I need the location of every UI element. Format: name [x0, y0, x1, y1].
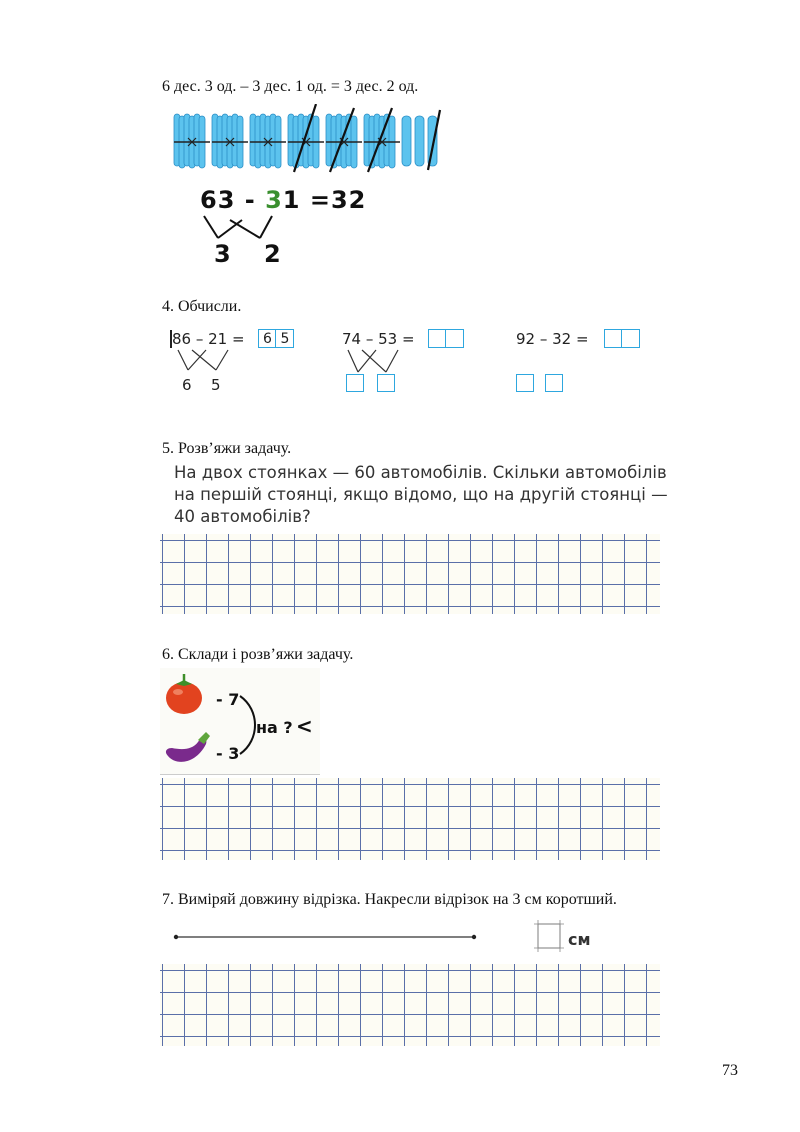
page-number: 73	[722, 1062, 738, 1079]
stick-bundle	[288, 114, 324, 168]
task4-title: 4. Обчисли.	[162, 298, 242, 315]
hand-ones-digit: 2	[264, 240, 282, 268]
stick-bundle	[174, 114, 210, 168]
stick-bundle	[250, 114, 286, 168]
measure-segment	[172, 932, 482, 942]
task5-answer-grid[interactable]	[160, 534, 660, 614]
example1-answer-cells	[258, 329, 293, 348]
single-stick	[402, 116, 411, 166]
example2-part-tens-cell[interactable]	[346, 374, 364, 392]
hand-subtrahend-ones: 1	[282, 186, 301, 214]
header-equation: 6 дес. 3 од. – 3 дес. 1 од. = 3 дес. 2 од.	[162, 78, 419, 95]
hand-subtrahend-tens: 3	[265, 186, 283, 214]
stick-bundle	[326, 114, 362, 168]
example3-answer-cells	[604, 329, 639, 348]
task5-line-1: На двох стоянках — 60 автомобілів. Скільки автомобілів	[174, 463, 667, 482]
task6-answer-grid[interactable]	[160, 778, 660, 860]
example1-answer-ones[interactable]: 5	[275, 329, 294, 348]
hand-minuend: 63	[200, 186, 236, 214]
eggplant-label: - 3	[216, 744, 240, 763]
task5-line-3: 40 автомобілів?	[174, 507, 311, 526]
task7-answer-grid[interactable]	[160, 964, 660, 1046]
example1-answer-tens[interactable]: 6	[258, 329, 277, 348]
task6-picture	[160, 668, 320, 775]
single-sticks	[402, 116, 437, 166]
task7-title: 7. Виміряй довжину відрізка. Накресли відрізок на 3 см коротший.	[162, 891, 617, 908]
task5-title: 5. Розв’яжи задачу.	[162, 440, 292, 457]
hand-minus: -	[244, 186, 256, 214]
task6-compare-sign: <	[296, 714, 313, 738]
eggplant-icon	[162, 726, 214, 770]
example1-margin-bar	[170, 330, 172, 348]
task5-text	[174, 462, 694, 528]
hand-result: 32	[330, 186, 367, 214]
task7-unit-label: см	[568, 930, 591, 949]
single-stick	[415, 116, 424, 166]
comparison-bracket	[238, 692, 258, 758]
hand-decomposition-lines	[200, 212, 280, 242]
unit-answer-cell[interactable]	[534, 920, 564, 952]
task5-line-2: на першій стоянці, якщо відомо, що на другій стоянці —	[174, 485, 668, 504]
example3-part-ones-cell[interactable]	[545, 374, 563, 392]
hand-equals: =	[309, 186, 331, 214]
stick-bundle	[364, 114, 400, 168]
tomato-label: - 7	[216, 690, 240, 709]
task6-question: на ?	[256, 718, 293, 737]
example1-part-tens: 6	[182, 376, 192, 394]
example1-split-lines	[176, 348, 236, 374]
example2-answer-tens[interactable]	[428, 329, 447, 348]
example3-answer-ones[interactable]	[621, 329, 640, 348]
handwritten-calculation	[200, 186, 366, 214]
task6-title: 6. Склади і розв’яжи задачу.	[162, 646, 354, 663]
example2-split-lines	[346, 348, 406, 374]
example3-part-tens-cell[interactable]	[516, 374, 534, 392]
sticks-illustration	[170, 104, 450, 174]
example2-answer-ones[interactable]	[445, 329, 464, 348]
example2-part-ones-cell[interactable]	[377, 374, 395, 392]
task4-example3-expression: 92 – 32 =	[516, 330, 589, 348]
task4-example1-expression: 86 – 21 =	[172, 330, 245, 348]
example1-part-ones: 5	[211, 376, 221, 394]
stick-bundle	[212, 114, 248, 168]
stick-bundles	[174, 114, 400, 168]
example2-answer-cells	[428, 329, 463, 348]
example3-answer-tens[interactable]	[604, 329, 623, 348]
hand-tens-digit: 3	[214, 240, 232, 268]
task4-example2-expression: 74 – 53 =	[342, 330, 415, 348]
tomato-icon	[162, 670, 210, 718]
